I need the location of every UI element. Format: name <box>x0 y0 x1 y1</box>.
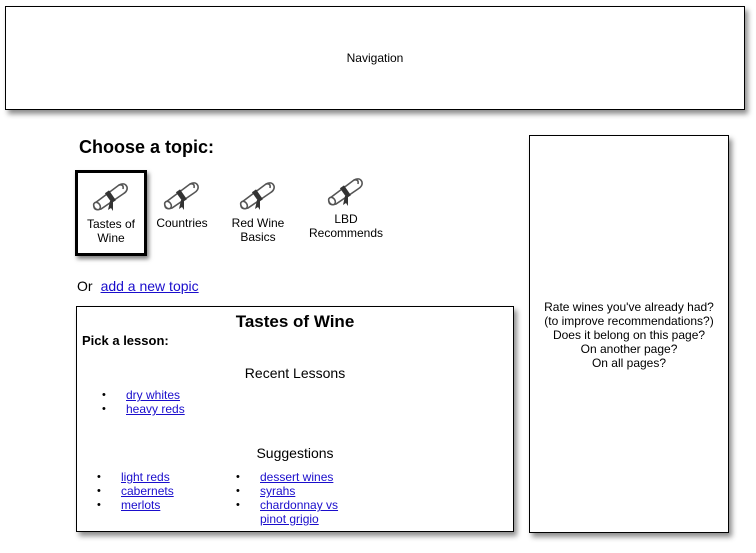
lesson-link[interactable]: heavy reds <box>126 402 185 416</box>
rating-line: Does it belong on this page? <box>552 328 706 342</box>
lesson-link[interactable]: dry whites <box>126 388 181 402</box>
lesson-link[interactable]: syrahs <box>260 484 296 498</box>
rating-line: (to improve recommendations?) <box>544 314 714 328</box>
scroll-icon <box>238 178 278 212</box>
rating-panel <box>529 135 729 533</box>
topic-label-line1: Tastes of <box>86 217 136 231</box>
suggestions-heading: Suggestions <box>256 445 334 461</box>
lesson-link[interactable]: dessert wines <box>260 470 334 484</box>
topic-label-line1: Countries <box>156 216 208 230</box>
rating-prompt <box>530 300 728 370</box>
list-item <box>236 498 366 526</box>
navigation-label: Navigation <box>346 51 404 65</box>
recent-lessons-heading: Recent Lessons <box>244 365 346 381</box>
list-item <box>102 402 185 416</box>
scroll-icon <box>326 174 366 208</box>
topic-lbd-recommends[interactable] <box>306 174 386 240</box>
topic-countries[interactable] <box>142 178 222 230</box>
list-item <box>236 470 366 484</box>
scroll-icon <box>91 179 131 213</box>
link-line1: chardonnay vs <box>260 498 339 512</box>
topic-label-line1: Red Wine <box>231 216 285 230</box>
choose-topic-heading: Choose a topic: <box>79 137 215 157</box>
add-topic-row <box>77 278 199 294</box>
suggestions-list-col2 <box>236 470 366 526</box>
list-item <box>97 498 174 512</box>
recent-lessons-list <box>102 388 185 416</box>
lesson-title: Tastes of Wine <box>235 312 355 331</box>
rating-line: On all pages? <box>591 356 667 370</box>
rating-line: On another page? <box>580 342 678 356</box>
lesson-panel <box>76 306 514 532</box>
navigation-bar <box>5 6 745 110</box>
lesson-link[interactable]: cabernets <box>121 484 174 498</box>
list-item <box>236 484 366 498</box>
add-topic-prefix: Or <box>77 278 93 294</box>
topic-label-line1: LBD <box>334 212 358 226</box>
list-item <box>97 470 174 484</box>
topic-tastes-of-wine[interactable] <box>75 170 147 256</box>
rating-line: Rate wines you've already had? <box>544 300 714 314</box>
topic-label-line2: Wine <box>97 231 125 245</box>
add-new-topic-link[interactable]: add a new topic <box>100 278 199 294</box>
topic-label-line2: Recommends <box>308 226 384 240</box>
suggestions-list-col1 <box>97 470 174 512</box>
link-line2: pinot grigio <box>260 512 319 526</box>
list-item <box>97 484 174 498</box>
scroll-icon <box>162 178 202 212</box>
topic-label-line2: Basics <box>240 230 276 244</box>
topic-red-wine-basics[interactable] <box>218 178 298 244</box>
lesson-link[interactable]: light reds <box>121 470 170 484</box>
list-item <box>102 388 185 402</box>
pick-lesson-label: Pick a lesson: <box>82 333 169 348</box>
lesson-link[interactable] <box>260 498 338 526</box>
lesson-link[interactable]: merlots <box>121 498 161 512</box>
